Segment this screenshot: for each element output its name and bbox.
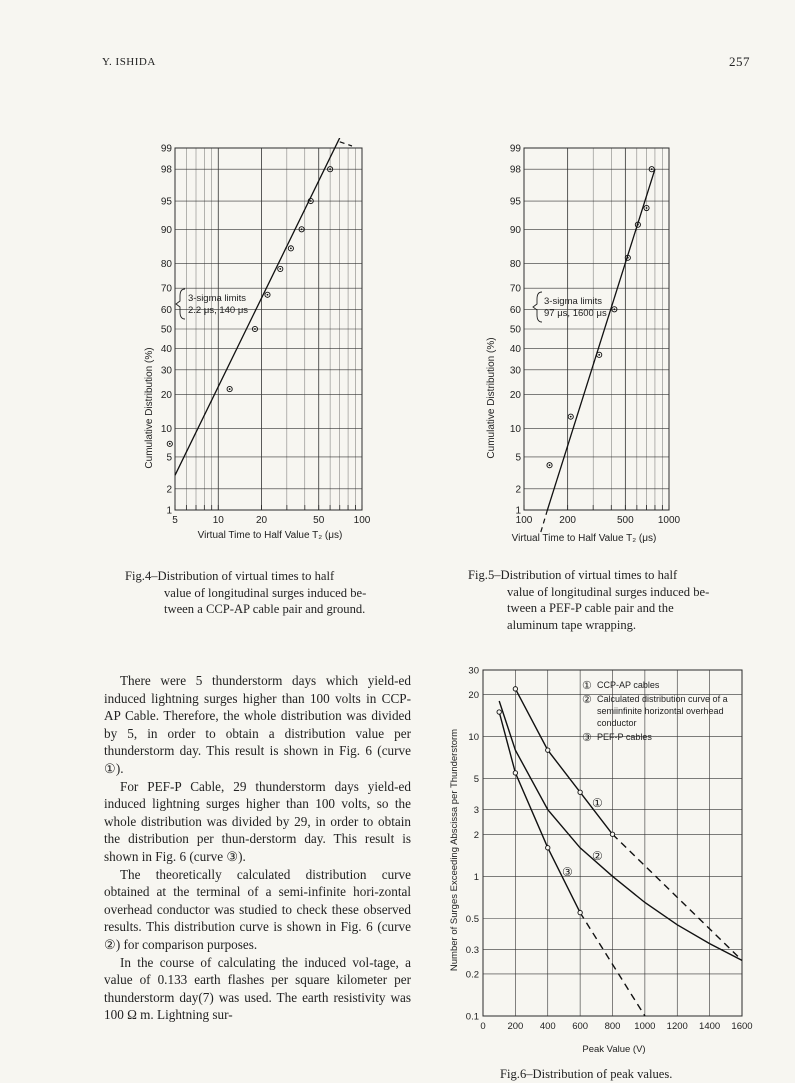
y-tick-label: 80 [160, 259, 172, 271]
y-tick-label: 2 [473, 829, 479, 841]
fig6-legend [582, 680, 728, 744]
y-tick-label: 70 [509, 283, 521, 295]
fig6-legend-text-2c: conductor [597, 718, 637, 728]
x-tick-label: 200 [507, 1021, 524, 1032]
y-tick-label: 98 [509, 164, 521, 176]
fig5-caption-line1: –Distribution of virtual times to half [494, 568, 678, 582]
fit-line [547, 169, 655, 510]
y-tick-label: 10 [468, 732, 479, 744]
x-tick-label: 100 [515, 515, 533, 526]
fig4-annotation-brace [176, 289, 185, 319]
fig6-curve-marker-1: ① [592, 796, 603, 810]
fig4-caption-line1: –Distribution of virtual times to half [151, 569, 335, 583]
y-tick-label: 5 [166, 452, 172, 464]
x-tick-label: 500 [617, 515, 634, 526]
y-tick-label: 0.1 [465, 1011, 479, 1023]
fig6-series-3-line [499, 712, 580, 913]
data-point-dot [279, 268, 281, 270]
fit-line-extension [541, 510, 548, 533]
y-tick-label: 2 [515, 484, 521, 496]
y-tick-label: 0.3 [465, 944, 479, 956]
data-point-dot [637, 224, 639, 226]
y-tick-label: 30 [468, 665, 479, 677]
x-tick-label: 800 [604, 1021, 621, 1032]
y-tick-label: 80 [509, 259, 521, 271]
y-tick-label: 70 [160, 283, 172, 295]
fig5-caption-line4: aluminum tape wrapping. [507, 617, 637, 632]
fig4-caption-label: Fig.4 [125, 569, 152, 583]
fig4-chart [140, 138, 380, 548]
x-tick-label: 0 [480, 1021, 486, 1032]
fig5-caption-label: Fig.5 [468, 568, 495, 582]
y-tick-label: 30 [160, 365, 172, 377]
data-point-dot [613, 308, 615, 310]
data-point-dot [254, 328, 256, 330]
data-point-dot [301, 228, 303, 230]
fig6-legend-text-1: CCP-AP cables [597, 680, 660, 690]
fig5-caption-line2: value of longitudinal surges induced be- [507, 584, 710, 599]
data-point-dot [570, 416, 572, 418]
y-tick-label: 20 [160, 389, 172, 401]
y-tick-label: 5 [473, 774, 479, 786]
y-tick-label: 30 [509, 365, 521, 377]
data-point-dot [627, 257, 629, 259]
fig6-legend-marker-2: ② [582, 694, 592, 706]
y-tick-label: 90 [509, 224, 521, 236]
y-tick-label: 40 [160, 344, 172, 356]
data-point-dot [267, 294, 269, 296]
fig5-grid [524, 148, 669, 510]
fig6-xlabel: Peak Value (V) [582, 1044, 646, 1055]
x-tick-label: 1000 [657, 515, 681, 526]
x-tick-label: 100 [353, 515, 371, 526]
data-point-dot [310, 200, 312, 202]
running-head-author: Y. ISHIDA [102, 56, 156, 68]
x-tick-label: 200 [559, 515, 576, 526]
fig5-annotation-line2: 97 μs, 1600 μs [544, 308, 607, 319]
y-tick-label: 0.2 [465, 969, 479, 981]
fig6-series-1-point [546, 748, 550, 752]
fig4-caption [125, 568, 395, 618]
x-tick-label: 1400 [699, 1021, 721, 1032]
fig6-series-3-point [546, 846, 550, 850]
y-tick-label: 50 [509, 324, 521, 336]
fit-line-extension [340, 142, 352, 146]
fig6-series-3-point [497, 710, 501, 714]
fig6-series-1-point [513, 687, 517, 691]
y-tick-label: 99 [160, 143, 172, 155]
x-tick-label: 1200 [666, 1021, 688, 1032]
body-text [104, 672, 411, 1024]
x-tick-label: 600 [572, 1021, 589, 1032]
fig5-xlabel: Virtual Time to Half Value T₂ (μs) [511, 533, 657, 544]
fig4-ylabel: Cumulative Distribution (%) [144, 347, 155, 469]
y-tick-label: 10 [160, 424, 172, 436]
fig6-legend-marker-3: ③ [582, 732, 592, 744]
data-point-dot [169, 443, 171, 445]
fig4-grid [175, 148, 362, 510]
x-tick-label: 1600 [731, 1021, 753, 1032]
x-tick-label: 5 [172, 515, 178, 526]
fig4-caption-line2: value of longitudinal surges induced be- [164, 585, 367, 600]
y-tick-label: 40 [509, 344, 521, 356]
page-number: 257 [729, 54, 750, 69]
data-point-dot [329, 168, 331, 170]
paragraph-2: For PEF-P Cable, 29 thunderstorm days yield-ed induced lightning surges higher than 100 volts, so the whole distribution was divided by 29, in order to obtain the distribution per thun-derstorm day. This result is shown in Fig. 6 (curve ③). [104, 778, 411, 864]
data-point-dot [549, 464, 551, 466]
fig6-series-1-point [610, 832, 614, 836]
y-tick-label: 5 [515, 452, 521, 464]
fig4-annotation-line1: 3-sigma limits [188, 293, 247, 304]
fig6-series-1-point [578, 790, 582, 794]
y-tick-label: 98 [160, 164, 172, 176]
fig6-legend-text-2b: semiinfinite horizontal overhead [597, 706, 724, 716]
data-point-dot [646, 207, 648, 209]
y-tick-label: 20 [509, 389, 521, 401]
y-tick-label: 1 [473, 871, 479, 883]
fig6-curve-marker-2: ② [592, 849, 603, 863]
x-tick-label: 400 [539, 1021, 556, 1032]
y-tick-label: 60 [509, 304, 521, 316]
fig6-series-3-point [578, 910, 582, 914]
fig6-legend-text-2a: Calculated distribution curve of a [597, 694, 728, 704]
x-tick-label: 50 [313, 515, 325, 526]
fig4-annotation-line2: 2.2 μs, 140 μs [188, 305, 249, 316]
fig5-ylabel: Cumulative Distribution (%) [486, 337, 497, 459]
y-tick-label: 90 [160, 224, 172, 236]
x-tick-label: 1000 [634, 1021, 656, 1032]
y-tick-label: 10 [509, 424, 521, 436]
y-tick-label: 2 [166, 484, 172, 496]
y-tick-label: 99 [509, 143, 521, 155]
fig6-ylabel: Number of Surges Exceeding Abscissa per Thunderstorm [449, 728, 460, 972]
fig6-series-3-point [513, 771, 517, 775]
y-tick-label: 0.5 [465, 913, 479, 925]
y-tick-label: 95 [509, 196, 521, 208]
data-point-dot [229, 388, 231, 390]
fig4-xlabel: Virtual Time to Half Value T₂ (μs) [197, 530, 343, 541]
fig5-caption-line3: tween a PEF-P cable pair and the [507, 601, 674, 615]
fig4-caption-line3: tween a CCP-AP cable pair and ground. [164, 602, 366, 616]
data-point-dot [598, 354, 600, 356]
fig6-legend-text-3: PEF-P cables [597, 732, 652, 742]
paragraph-4: In the course of calculating the induced vol-tage, a value of 0.133 earth flashes per square kilometer per thunderstorm day(7) was used. The earth resistivity was 100 Ω m. Lightning sur- [104, 954, 411, 1023]
fig6-curve-marker-3: ③ [562, 865, 573, 879]
data-point-dot [651, 168, 653, 170]
y-tick-label: 20 [468, 690, 479, 702]
y-tick-label: 95 [160, 196, 172, 208]
fig5-annotation-line1: 3-sigma limits [544, 296, 603, 307]
paragraph-1: There were 5 thunderstorm days which yield-ed induced lightning surges higher than 100 volts in CCP-AP Cable. Therefore, the whole distribution was divided by 5, in order to obtain a distribution value per thunderstorm day. This result is shown in Fig. 6 (curve ①). [104, 673, 411, 776]
y-tick-label: 1 [166, 505, 172, 517]
fig6-legend-marker-1: ① [582, 680, 592, 692]
fig6-caption: Fig.6–Distribution of peak values. [500, 1067, 673, 1081]
fig6-chart [440, 660, 765, 1060]
fig5-fit-line [541, 169, 655, 533]
paragraph-3: The theoretically calculated distribution curve obtained at the terminal of a semi-infinite hori-zontal overhead conductor was studied to check these observed results. This distribution curve is shown in Fig. 6 (curve ②) for comparison purposes. [104, 866, 411, 952]
x-tick-label: 10 [212, 515, 224, 526]
fig5-chart [484, 138, 704, 548]
y-tick-label: 3 [473, 805, 479, 817]
data-point-dot [290, 247, 292, 249]
x-tick-label: 20 [255, 515, 268, 526]
y-tick-label: 50 [160, 324, 172, 336]
y-tick-label: 60 [160, 304, 172, 316]
fig5-caption [468, 567, 738, 633]
fig5-annotation-brace [533, 292, 542, 322]
y-tick-label: 1 [515, 505, 521, 517]
